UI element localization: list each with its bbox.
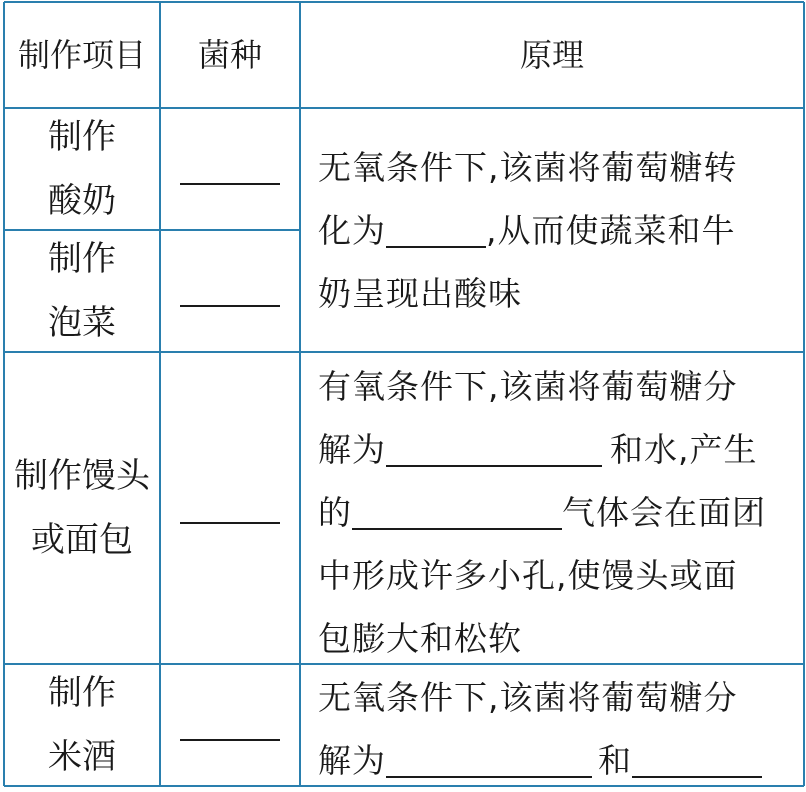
- species-blank-3[interactable]: [160, 352, 300, 664]
- item-line: 制作: [48, 117, 116, 157]
- species-blank-4[interactable]: [160, 664, 300, 786]
- principle-yeast-anaerobic: [318, 666, 762, 792]
- item-yogurt: [4, 108, 160, 230]
- principle-line: 解为 和水,产生: [318, 430, 758, 469]
- principle-yeast-aerobic: [318, 355, 766, 670]
- item-line: 米酒: [48, 737, 116, 777]
- answer-blank-anaerobic-product-1[interactable]: [386, 742, 592, 778]
- principle-line: 有氧条件下,该菌将葡萄糖分: [318, 367, 738, 406]
- answer-blank-gas[interactable]: [352, 494, 562, 530]
- header-species: 菌种: [197, 36, 262, 74]
- principle-line: 包膨大和松软: [318, 619, 522, 658]
- species-blank-1[interactable]: [160, 108, 300, 230]
- item-pickle: [4, 230, 160, 352]
- principle-line: 解为 和: [318, 729, 762, 792]
- header-item: 制作项目: [17, 36, 146, 74]
- item-bread: [4, 352, 160, 664]
- principle-line: 的 气体会在面团: [318, 493, 766, 532]
- item-line: 制作馒头: [14, 456, 150, 496]
- item-line: 酸奶: [48, 181, 116, 221]
- item-line: 制作: [48, 239, 116, 279]
- principle-line: 化为 ,从而使蔬菜和牛: [318, 211, 736, 250]
- answer-blank-anaerobic-product-2[interactable]: [632, 742, 762, 778]
- answer-blank-product[interactable]: [386, 212, 486, 248]
- principle-line: 奶呈现出酸味: [318, 274, 522, 313]
- species-blank-2[interactable]: [160, 230, 300, 352]
- principle-line: 无氧条件下,该菌将葡萄糖转: [318, 148, 738, 187]
- item-line: 制作: [48, 673, 116, 713]
- item-rice-wine: [4, 664, 160, 786]
- principle-line: 中形成许多小孔,使馒头或面: [318, 556, 738, 595]
- header-principle: 原理: [519, 36, 584, 74]
- principle-line: 无氧条件下,该菌将葡萄糖分: [318, 678, 738, 717]
- principle-lactic: [318, 136, 738, 325]
- answer-blank-aerobic-product[interactable]: [386, 431, 602, 467]
- item-line: 或面包: [31, 520, 133, 560]
- item-line: 泡菜: [48, 303, 116, 343]
